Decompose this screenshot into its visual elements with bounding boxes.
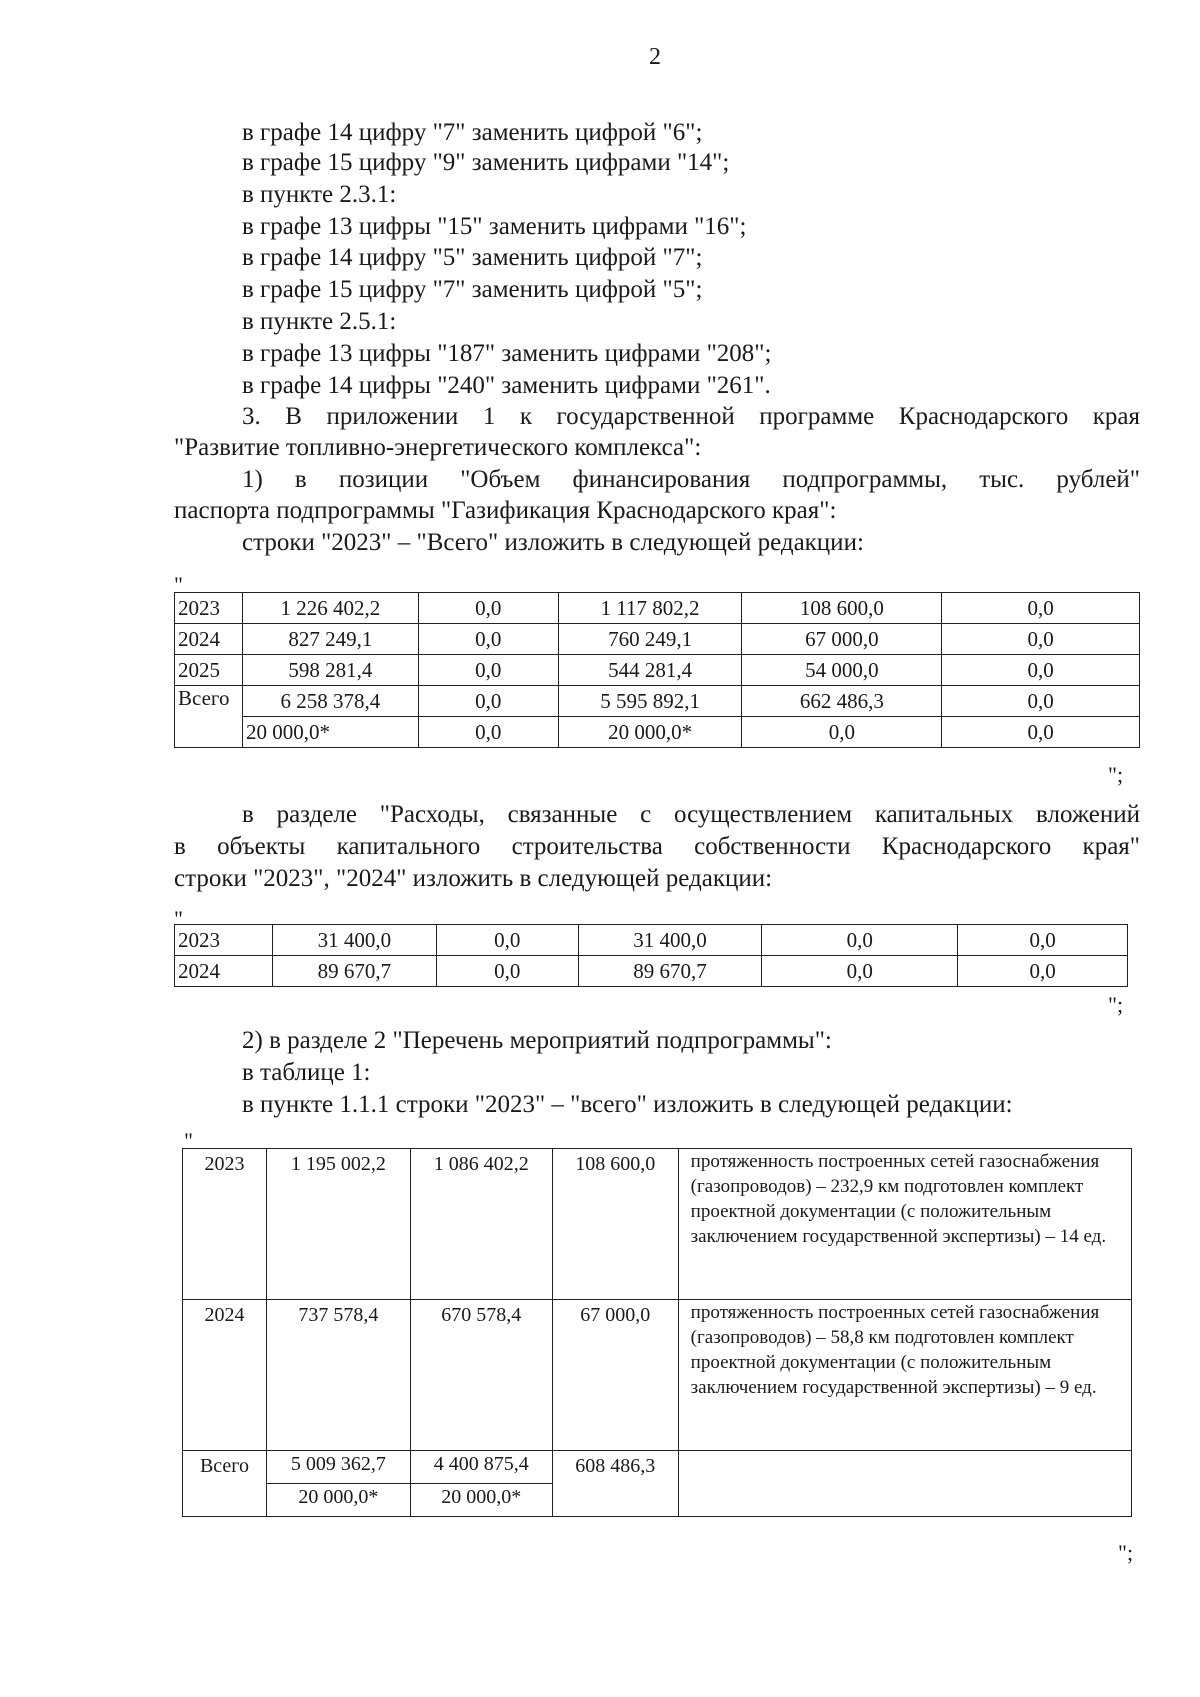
table-cell: 0,0 (958, 956, 1128, 987)
open-quote: " (184, 1128, 193, 1153)
open-quote: " (174, 906, 183, 931)
measures-table (182, 1148, 1132, 1517)
table-cell: 108 600,0 (552, 1149, 678, 1300)
table-cell: 108 600,0 (742, 593, 942, 624)
table-cell: 662 486,3 (742, 686, 942, 717)
paragraph-5: строки "2023" – "Всего" изложить в следующей редакции: (242, 529, 864, 556)
table-cell: 2024 (183, 1300, 267, 1451)
amendment-line: в графе 13 цифры "187" заменить цифрами "208"; (242, 340, 772, 367)
amendment-line: в графе 14 цифру "7" заменить цифрой "6"; (242, 119, 703, 146)
table-row (183, 1149, 1132, 1300)
table-cell: 67 000,0 (742, 624, 942, 655)
table-cell: 1 195 002,2 (266, 1149, 410, 1300)
table-cell: 0,0 (942, 593, 1140, 624)
table-cell: 0,0 (762, 956, 958, 987)
table-cell: 2024 (175, 624, 243, 655)
table-cell: 0,0 (942, 686, 1140, 717)
table-cell: 0,0 (418, 717, 558, 748)
financing-table (174, 592, 1140, 748)
table-cell: 2023 (183, 1149, 267, 1300)
table-cell: 20 000,0* (266, 1484, 410, 1517)
table-cell: 5 595 892,1 (558, 686, 742, 717)
table-cell: 6 258 378,4 (242, 686, 418, 717)
table-cell: Всего (175, 686, 243, 748)
table-cell: 20 000,0* (242, 717, 418, 748)
paragraph-4-line1: 1) в позиции "Объем финансирования подпрограммы, тыс. рублей" (242, 466, 1140, 493)
table-cell: 89 670,7 (578, 956, 762, 987)
table-cell: 2025 (175, 655, 243, 686)
capital-expenditure-table (174, 924, 1128, 987)
table-cell: 67 000,0 (552, 1300, 678, 1451)
table-cell: 2023 (175, 925, 273, 956)
table-row (183, 1451, 1132, 1484)
amendment-line: в графе 14 цифру "5" заменить цифрой "7"; (242, 244, 703, 271)
table-cell: 0,0 (742, 717, 942, 748)
table-cell: 31 400,0 (578, 925, 762, 956)
page-number: 2 (649, 44, 661, 70)
table-cell: 31 400,0 (272, 925, 436, 956)
table-cell: 827 249,1 (242, 624, 418, 655)
table-row (175, 593, 1140, 624)
table-cell: 1 117 802,2 (558, 593, 742, 624)
paragraph-6-line2: в объекты капитального строительства собственности Краснодарского края" (174, 833, 1140, 860)
table-row (175, 925, 1128, 956)
table-cell: 0,0 (762, 925, 958, 956)
table-cell: 1 226 402,2 (242, 593, 418, 624)
table-row (175, 624, 1140, 655)
paragraph-6-line1: в разделе "Расходы, связанные с осуществлением капитальных вложений (242, 801, 1140, 828)
table-cell: 0,0 (418, 593, 558, 624)
amendment-line: в графе 13 цифры "15" заменить цифрами "16"; (242, 213, 747, 240)
table-cell: 737 578,4 (266, 1300, 410, 1451)
table-cell: 0,0 (942, 655, 1140, 686)
paragraph-3-line1: 3. В приложении 1 к государственной программе Краснодарского края (242, 403, 1140, 430)
paragraph-6-line3: строки "2023", "2024" изложить в следующей редакции: (174, 865, 773, 892)
table-cell: 20 000,0* (410, 1484, 552, 1517)
paragraph-9: в пункте 1.1.1 строки "2023" – "всего" изложить в следующей редакции: (242, 1091, 1013, 1118)
paragraph-8: в таблице 1: (242, 1059, 371, 1086)
table-cell: 0,0 (418, 655, 558, 686)
paragraph-3-line2: "Развитие топливно-энергетического комплекса": (174, 434, 702, 461)
table-cell: 54 000,0 (742, 655, 942, 686)
paragraph-7: 2) в разделе 2 "Перечень мероприятий подпрограммы": (242, 1027, 832, 1054)
table-cell-description: протяженность построенных сетей газоснабжения (газопроводов) – 58,8 км подготовлен комплект проектной документации (с положительным заключением государственной экспертизы) – 9 ед. (678, 1300, 1131, 1451)
table-cell: 0,0 (942, 717, 1140, 748)
table-cell: 0,0 (942, 624, 1140, 655)
table-cell: 1 086 402,2 (410, 1149, 552, 1300)
table-row (175, 655, 1140, 686)
amendment-line: в графе 14 цифры "240" заменить цифрами "261". (242, 372, 771, 399)
table-cell: 2023 (175, 593, 243, 624)
close-quote: "; (1108, 762, 1124, 787)
table-cell: 2024 (175, 956, 273, 987)
table-cell: 5 009 362,7 (266, 1451, 410, 1484)
open-quote: " (174, 572, 183, 597)
table-cell: 670 578,4 (410, 1300, 552, 1451)
table-row (175, 956, 1128, 987)
table-cell: 20 000,0* (558, 717, 742, 748)
table-cell: 4 400 875,4 (410, 1451, 552, 1484)
table-cell: 544 281,4 (558, 655, 742, 686)
amendment-line: в пункте 2.5.1: (242, 308, 397, 335)
close-quote: "; (1118, 1540, 1134, 1565)
table-cell: 760 249,1 (558, 624, 742, 655)
table-cell: 608 486,3 (552, 1451, 678, 1517)
table-cell-description: протяженность построенных сетей газоснабжения (газопроводов) – 232,9 км подготовлен комплект проектной документации (с положительным заключением государственной экспертизы) – 14 ед. (678, 1149, 1131, 1300)
table-row (175, 686, 1140, 717)
close-quote: "; (1108, 992, 1124, 1017)
table-cell: Всего (183, 1451, 267, 1517)
amendment-line: в графе 15 цифру "7" заменить цифрой "5"; (242, 276, 703, 303)
table-cell: 0,0 (436, 956, 578, 987)
amendment-line: в пункте 2.3.1: (242, 181, 397, 208)
table-cell: 0,0 (436, 925, 578, 956)
table-cell-description (678, 1451, 1131, 1517)
table-cell: 0,0 (418, 686, 558, 717)
paragraph-4-line2: паспорта подпрограммы "Газификация Краснодарского края": (174, 497, 837, 524)
table-row (175, 717, 1140, 748)
table-row (183, 1300, 1132, 1451)
table-cell: 0,0 (418, 624, 558, 655)
amendment-line: в графе 15 цифру "9" заменить цифрами "14"; (242, 149, 730, 176)
table-cell: 598 281,4 (242, 655, 418, 686)
table-cell: 89 670,7 (272, 956, 436, 987)
table-cell: 0,0 (958, 925, 1128, 956)
